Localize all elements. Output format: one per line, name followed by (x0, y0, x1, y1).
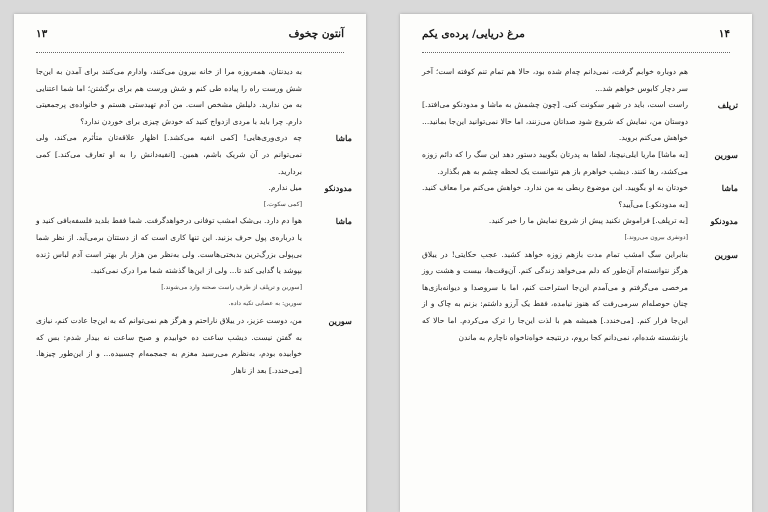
speaker-name: مدودنکو (710, 216, 738, 227)
header-divider (422, 52, 730, 53)
speaker-name: سورین (714, 149, 738, 160)
speaker-name: مدودنکو (324, 183, 352, 194)
dialogue-block (422, 180, 738, 213)
stage-direction-block (36, 197, 352, 214)
stage-direction: سورین: به عصایی تکیه داده. (228, 300, 302, 308)
dialogue-text: راست است، باید در شهر سکونت کنی. [چون چشمش به ماشا و مدودنکو می‌افتد.] دوستان من، نمایش که شروع شود صداتان می‌زنند، اما حالا نمی‌توانید این‌جا بمانید... خواهش می‌کنم بروید. (422, 100, 688, 143)
stage-direction-block (36, 296, 352, 313)
dialogue-text: هوا دم دارد. بی‌شک امشب توفانی درخواهدگرفت. شما فقط بلدید فلسفه‌بافی کنید و یا درباره‌ی پول حرف بزنید. این تنها کاری است که از دستتان برمی‌آید. از نظر شما بی‌پولی بزرگ‌ترین بدبختی‌هاست. ولی به‌نظر من هزار بار بهتر است آدم لباس ژنده بپوشد یا گدایی کند تا... ولی از این‌ها گذشته شما مرا درک نمی‌کنید. (36, 216, 302, 276)
page-number: ۱۳ (36, 28, 48, 40)
speaker-name: ماشا (335, 216, 352, 227)
running-head-title: مرغ دریایی/ پرده‌ی یکم (422, 28, 525, 40)
running-head-author: آنتون چخوف (288, 28, 344, 40)
stage-direction: [سورین و ترپلف از طرف راست صحنه وارد می‌شوند.] (161, 283, 302, 291)
dialogue-block (36, 180, 352, 197)
speaker-name: ماشا (335, 133, 352, 144)
left-page-header (36, 28, 344, 40)
right-page-header (422, 28, 730, 40)
left-page (14, 14, 366, 512)
speaker-name: ماشا (721, 183, 738, 194)
right-page-body (422, 64, 738, 508)
dialogue-block (422, 64, 738, 97)
speaker-name: ترپلف (717, 100, 738, 111)
dialogue-block (422, 147, 738, 180)
dialogue-text: خودتان به او بگویید. این موضوع ربطی به من ندارد. خواهش می‌کنم مرا معاف کنید. [به مدودنکو.] می‌آیید؟ (422, 183, 688, 209)
stage-direction: [دونفری بیرون می‌روند.] (624, 233, 688, 241)
dialogue-block (422, 97, 738, 147)
stage-direction-block (422, 230, 738, 247)
page-number: ۱۴ (718, 28, 730, 40)
stage-direction: [کمی سکوت.] (263, 200, 302, 208)
dialogue-text: [به ترپلف.] فراموش نکنید پیش از شروع نمایش ما را خبر کنید. (488, 216, 688, 226)
dialogue-text: من، دوست عزیز، در ییلاق ناراحتم و هرگز هم نمی‌توانم که به این‌جا عادت کنم، نیازی به گفتن نیست. دیشب ساعت ده خوابیدم و صبح ساعت نه بیدار شدم: بس که خوابیده بودم، به‌نظرم می‌رسید مغزم به جمجمه‌ام چسبیده... و از این‌طور چیزها. [می‌خندد.] بعد از ناهار (36, 315, 302, 375)
speaker-name: سورین (714, 249, 738, 260)
dialogue-block (36, 130, 352, 180)
dialogue-block (36, 64, 352, 130)
dialogue-text: چه دری‌وری‌هایی! [کمی انفیه می‌کشد.] اظهار علاقه‌تان متأثرم می‌کند، ولی نمی‌توانم در آن شریک باشم، همین. [انفیه‌دانش را به او تعارف می‌کند.] کمی بردارید. (36, 133, 302, 176)
dialogue-text: میل ندارم. (268, 183, 302, 193)
dialogue-block (422, 213, 738, 230)
speaker-name: سورین (328, 315, 352, 326)
stage-direction-block (36, 280, 352, 297)
right-page (400, 14, 752, 512)
dialogue-text: به دیدنتان، همه‌روزه مرا از خانه بیرون می‌کنند، وادارم می‌کنند برای آمدن به این‌جا شش ورست راه را پیاده طی کنم و شش ورست هم برای برگشتن؛ اما شما اعتنایی به من ندارید. دلیلش مشخص است. من آدم تهیدستی هستم و خانواده‌ی پرجمعیتی دارم. چرا باید با مردی ازدواج کنید که خودش چیزی برای خوردن ندارد؟ (36, 67, 302, 126)
dialogue-text: هم دوباره خوابم گرفت، نمی‌دانم چه‌ام شده بود، حالا هم تمام تنم کوفته است؛ آخر سر دچار کابوس خواهم شد... (422, 67, 688, 93)
header-divider (36, 52, 344, 53)
dialogue-text: بنابراین سگ امشب تمام مدت بازهم زوزه خواهد کشید. عجب حکایتی! در ییلاق هرگز نتوانسته‌ام آن‌طور که دلم می‌خواهد زندگی کنم. آن‌وقت‌ها، بیست و هشت روز مرخصی می‌گرفتم و می‌آمدم این‌جا استراحت کنم، اما با سروصدا و دیوانه‌بازی‌ها چنان حوصله‌ام سرمی‌رفت که هنوز نیامده، فقط یک آرزو داشتم: بزنم به چاک و از این‌جا فرار کنم. [می‌خندد.] همیشه هم با لذت این‌جا را ترک می‌کردم. اما حالا که بازنشسته شده‌ام، نمی‌دانم کجا بروم، درنتیجه خواه‌ناخواه ناچارم به ماندن (422, 249, 688, 342)
dialogue-block (36, 313, 352, 379)
dialogue-block (422, 247, 738, 347)
dialogue-block (36, 213, 352, 279)
left-page-body (36, 64, 352, 508)
dialogue-text: [به ماشا] ماریا ایلی‌نیچنا، لطفا به پدرتان بگویید دستور دهد این سگ را که دائم زوزه می‌کشد، رها کنند. دیشب خواهرم باز هم نتوانست یک لحظه چشم به هم بگذارد. (422, 149, 688, 176)
